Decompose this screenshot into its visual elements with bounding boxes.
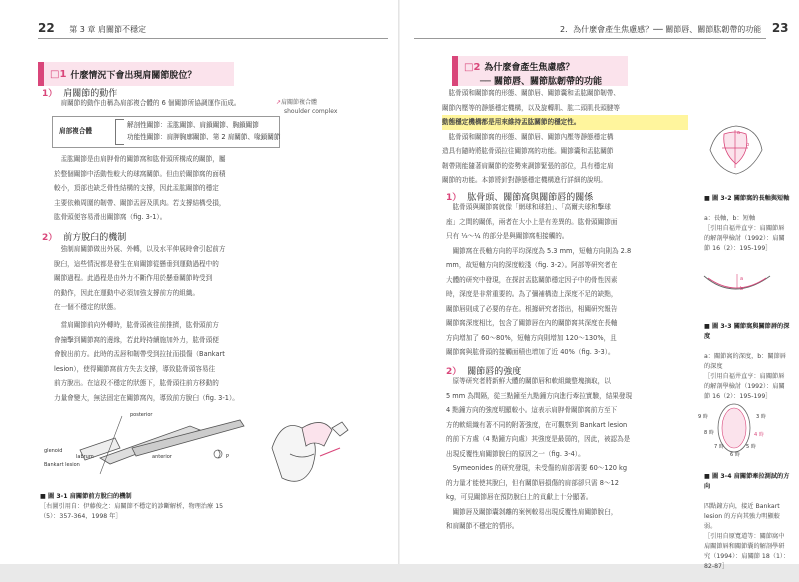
label-8-oclock: 8 時 xyxy=(704,430,714,436)
left-header-rule xyxy=(38,38,388,39)
box-row-anatomical: 解剖性關節：盂肱關節、肩鎖關節、胸鎖關節 xyxy=(127,121,259,129)
label-9-oclock: 9 時 xyxy=(698,414,708,420)
label-long-axis: a xyxy=(737,130,741,136)
label-7-oclock: 7 時 xyxy=(714,444,724,450)
figure-3-1-diagram xyxy=(40,408,370,488)
label-labrum: labrum xyxy=(76,454,94,460)
paragraph-glenoid-labrum: 肱骨頭與關節窩就像「網球和球拍」、「高爾夫球和擊球 座」之間的關係，兩者在大小上是有差異的。肱骨頭關節面 只有 ⅓～¼ 的部分是與關節窩相接觸的。 關節窩在長軸方向的平均深度為 5.3 mm，短軸方向則為 2.8 mm，故短軸方向的深度較淺（fig. 3-2）。阿部等研究者在 大體的研究中發現，在探討盂肱關節穩定因子中的骨性因素 時，深度是非常重要的。為了彌補構造上深度不足的缺點， 關節唇則成了必要的存在。根據研究者指出，相關研究報告 關節窩深度相比，包含了關節唇在內的關節窩其深度在長軸 方向增加了 60～80%，短軸方向則增加 120～130%，且 關節窩與肱骨頭的接觸面積也增加了近 40%（fig. 3-3）。 xyxy=(446,203,632,356)
label-short-axis: b xyxy=(746,142,750,148)
section-heading: 什麼情況下會出現肩關節脫位？ xyxy=(70,70,197,81)
label-4-oclock: 4 時 xyxy=(754,432,764,438)
label-labrum-depth: b xyxy=(740,286,744,292)
label-6-oclock: 6 時 xyxy=(730,452,740,458)
figure-3-4-caption: ■ 圖 3-4 肩關節牽拉測試的方向 四點鐘方向，接近 Bankart lesion 的方向其強力明顯較弱。 ［引用自原寬道等：關節窩中肩關節唇和關節囊的解剖學研究（1994）：肩關節 18（1）：82-87］ xyxy=(704,462,790,582)
margin-note: ↗肩關節複合體 shoulder complex xyxy=(276,99,338,115)
right-header-rule xyxy=(414,38,766,39)
label-3-oclock: 3 時 xyxy=(756,414,766,420)
label-5-oclock: 5 時 xyxy=(746,444,756,450)
page-gutter xyxy=(398,0,400,564)
right-running-header xyxy=(560,21,789,35)
figure-3-1-caption: ■ 圖 3-1 肩關節前方脫臼的機制 ［右圖引用自：伊藤俊之：肩關節不穩定的診斷解析，物理治療 15（5）：357-364，1998 年］ xyxy=(40,492,240,522)
label-force-p: P xyxy=(226,454,230,460)
figure-3-2-diagram xyxy=(700,120,770,180)
subsection-heading-2: 2） 前方脫臼的機制 xyxy=(42,233,127,243)
paragraph-mechanism-2: 當肩關節前向外轉時，肱骨頭被往前推擠，肱骨頭前方 會撞擊到關節窩的邊緣，若此時持續施加外力，肱骨頭便 會脫出前方。此時的盂唇和韌帶受到拉扯而損傷（Bankart lesion），使得關節窩前方失去支撐，導致肱骨頭容易往 前方脫出。在這段不穩定的狀態下，肱骨頭往前方移動的 力量會變大，無法固定在關節窩內，導致前方脫臼（fig. 3-1）。 xyxy=(54,321,239,402)
label-anterior: anterior xyxy=(152,454,172,460)
left-page-number: 22 xyxy=(38,21,55,35)
label-posterior: posterior xyxy=(130,412,153,418)
label-bankart: Bankart lesion xyxy=(44,462,80,468)
subsection-heading-1: 1） 肩關節的動作 xyxy=(42,89,118,99)
section-heading-2b: ── 關節唇、關節肱韌帶的功能 xyxy=(480,77,602,87)
paragraph-mechanism-1: 強制肩關節做出外展、外轉，以及水平伸展時會引起前方 脫臼，這些情況都是發生在肩關節從懸垂到運動過程中的 關節過程。此過程是由外力不斷作用於懸垂關節時受到 的動作，因此在運動中必須加強支撐前方的組織。 在一個不穩定的狀態。 xyxy=(54,245,226,311)
label-glenoid: glenoid xyxy=(44,448,63,454)
section-heading-2a: 為什麼會產生焦慮感？ xyxy=(484,63,575,73)
dislocation-illustration xyxy=(272,422,348,481)
right-subsection-heading-2: 2） 關節唇的強度 xyxy=(446,367,522,377)
section-mark: □1 xyxy=(50,68,67,80)
glenoid-diagram xyxy=(80,416,244,474)
right-header-title: 2．為什麼會產生焦慮感？── 關節唇、關節肱韌帶的功能 xyxy=(560,25,762,34)
box-label: 肩部複合體 xyxy=(59,127,92,135)
left-chapter-title: 第 3 章 肩關節不穩定 xyxy=(69,25,146,34)
box-row-functional: 功能性關節：肩胛胸廓關節、第 2 肩關節、喙鎖關節 xyxy=(127,133,281,141)
paragraph-labrum-strength: 原等研究者將新鮮大體的關節唇和軟組織整塊摘取，以 5 mm 為間隔，從三點鐘至九點鐘方向進行牽拉實驗，結果發現 4 點鐘方向的強度明顯較小。這表示肩胛骨關節窩前方至下 方的軟組織有著不同的附著強度，在可觀察到 Bankart lesion 的前下方處（4 點鐘方向處）其強度是最弱的，因此，被認為是 出現反覆性肩關節脫臼的原因之一（fig. 3-4）。 Symeonides 的研究發現，未受傷的肩部需要 60～120 kg 的力量才能使其脫臼，但有關節唇損傷的肩部卻只需 8～12 kg，可見關節唇在預防脫臼上的貢獻上十分顯著。 關節唇及關節囊剝離的案例較易出現反覆性肩關節脫臼， 和肩關節不穩定的情形。 xyxy=(446,377,633,530)
paragraph-static-dynamic: 肱骨頭和關節窩的形態、關節唇、關節囊和盂肱關節韌帶、 關節內壓等的靜態穩定機構，以及旋轉肌、肱二頭肌長頭腱等 動態穩定機構都是用來維持盂肱關節的穩定性。 肱骨頭和關節窩的形態、關節唇、關節內壓等靜態穩定構 造具有隨時將肱骨頭拉往關節窩的功能。關節囊和盂肱關節 韌帶則能隨著肩關節的姿勢來調節緊張的部位，具有穩定肩 關節的功能。本節將針對靜態穩定機構進行詳細的說明。 xyxy=(442,86,688,188)
label-glenoid-depth: a xyxy=(740,276,744,282)
paragraph-glenohumeral: 盂肱關節是由肩胛骨的關節窩和肱骨頭所構成的關節，屬 於整個關節中活動性較大的球窩關節。但由於關節窩的面積 較小，頂部也缺乏骨性結構的支撐，因此盂肱關節的穩定 主要依賴周圍的韌帶、關節盂唇及肌肉。若支撐結構受損， 肱骨頭便容易滑出關節窩（fig. 3-1）。 xyxy=(54,155,226,221)
figure-3-4-diagram xyxy=(694,398,774,458)
shoulder-complex-box xyxy=(52,116,280,148)
paragraph-intro: 肩關節的動作由稱為肩部複合體的 6 個關節所協調運作而成。 xyxy=(60,99,241,107)
right-subsection-heading-1: 1） 肱骨頭、關節窩與關節唇的關係 xyxy=(446,193,594,203)
left-running-header xyxy=(38,21,146,35)
section-mark-2: □2 xyxy=(464,62,481,73)
figure-3-3-caption: ■ 圖 3-3 關節窩與關節唇的深度 a：關節窩的深度，b：關節唇的深度 ［引用自福井直亨：肩關節唇的解剖學檢討（1992）：肩關節 16（2）：195-199］ xyxy=(704,312,790,412)
left-section-title xyxy=(38,62,234,86)
right-page-number: 23 xyxy=(771,21,789,35)
right-section-title xyxy=(452,56,628,86)
figure-3-2-caption: ■ 圖 3-2 關節窩的長軸與短軸 a：長軸，b：短軸 ［引用自福井直亨：肩關節唇的解剖學檢討（1992）：肩關節 16（2）：195-199］ xyxy=(704,184,790,264)
figure-3-3-diagram xyxy=(700,268,774,302)
